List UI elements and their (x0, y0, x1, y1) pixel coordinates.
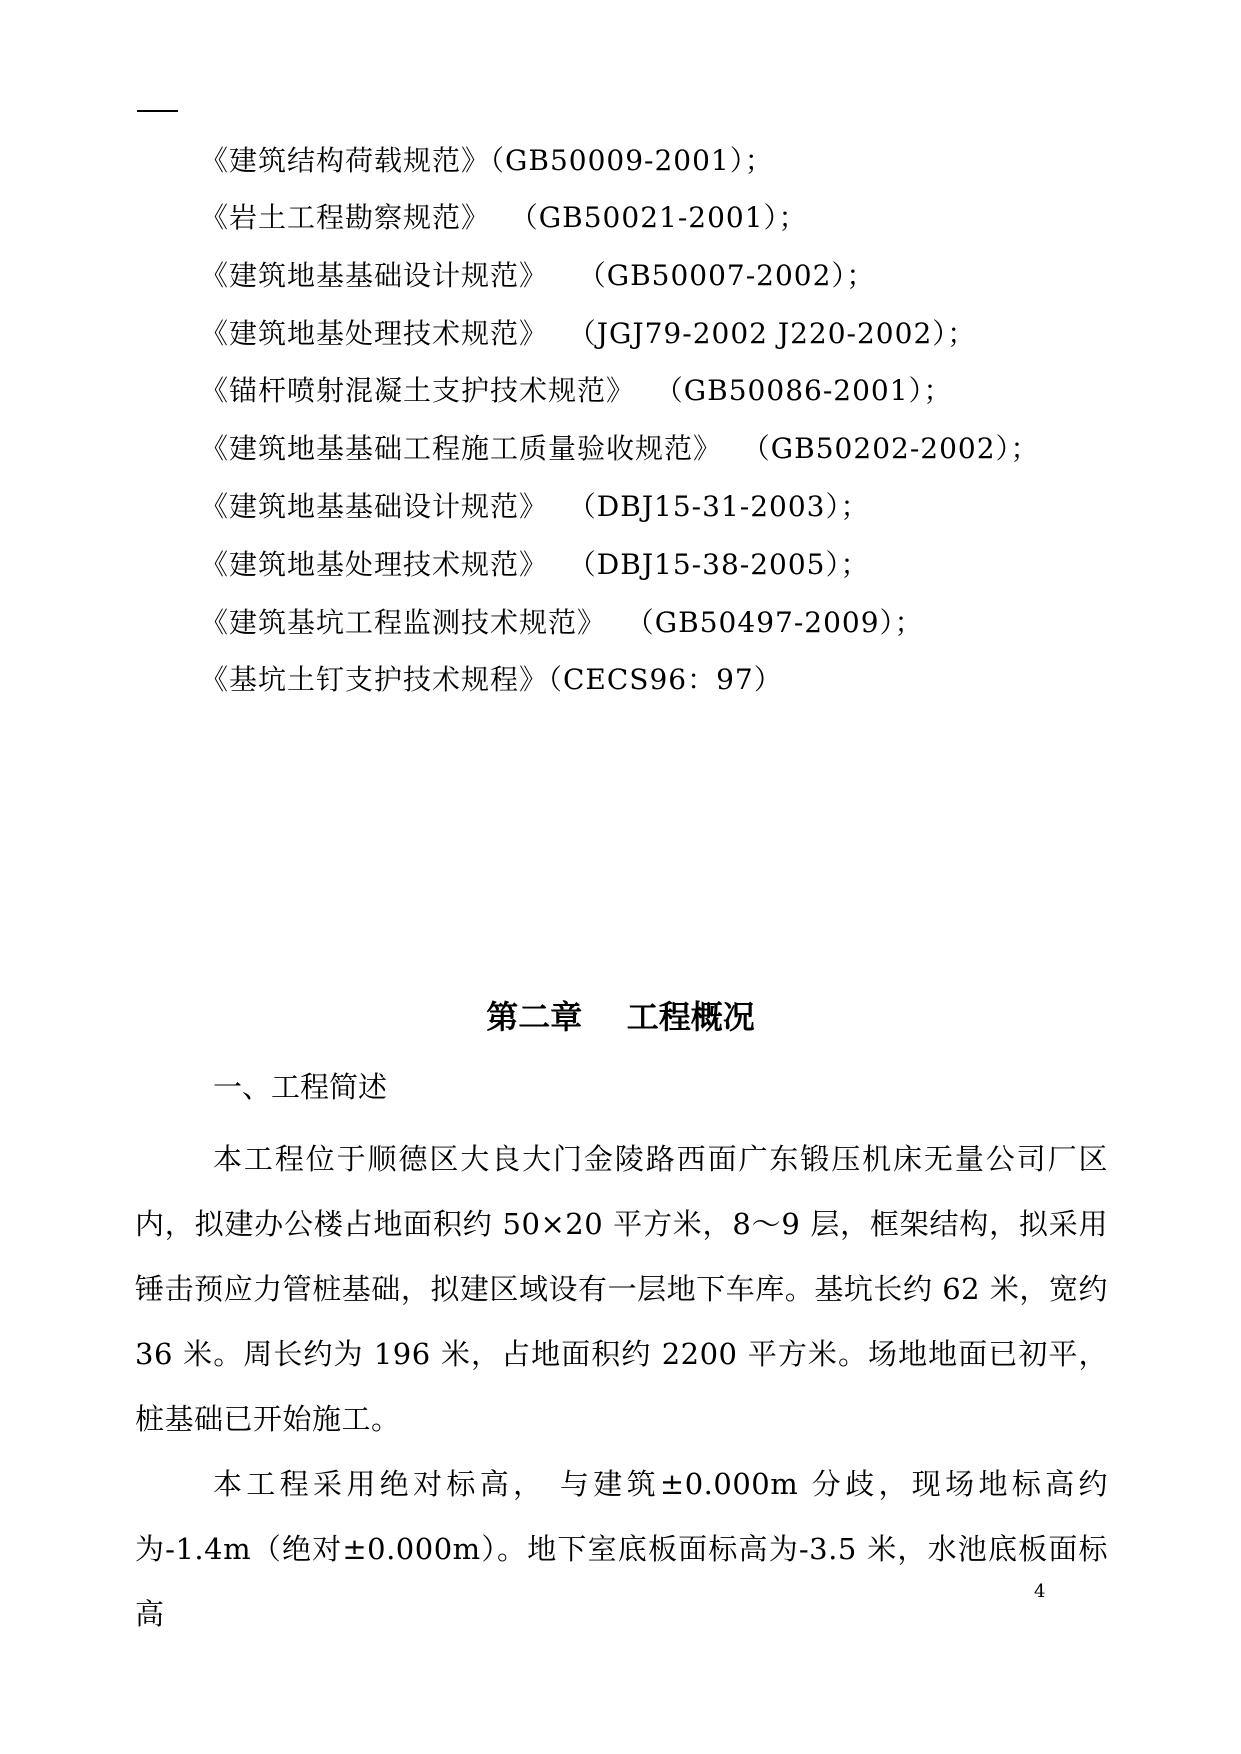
reference-item: 《建筑地基处理技术规范》 （JGJ79-2002 J220-2002）； (200, 317, 977, 350)
reference-item: 《建筑基坑工程监测技术规范》 （GB50497-2009）； (200, 606, 924, 639)
reference-item: 《建筑结构荷载规范》（GB50009-2001）； (200, 144, 774, 177)
top-rule (137, 110, 178, 112)
reference-item: 《建筑地基基础工程施工质量验收规范》 （GB50202-2002）； (200, 432, 1040, 465)
reference-item: 《基坑土钉支护技术规程》（CECS96：97） (200, 663, 783, 696)
page-number: 4 (1034, 1581, 1046, 1602)
body-paragraph: 本工程采用绝对标高， 与建筑±0.000m 分歧，现场地标高约为-1.4m（绝对±0.000m）。地下室底板面标高为-3.5 米，水池底板面标高 (135, 1467, 1108, 1631)
reference-item: 《锚杆喷射混凝土支护技术规范》 （GB50086-2001）； (200, 374, 953, 407)
body-paragraph: 本工程位于顺德区大良大门金陵路西面广东锻压机床无量公司厂区内，拟建办公楼占地面积约 50×20 平方米，8～9 层，框架结构，拟采用锤击预应力管桩基础，拟建区域设有一层地下车库。基坑长约 62 米，宽约 36 米。周长约为 196 米，占地面积约 2200 平方米。场地地面已初平，桩基础已开始施工。 (135, 1142, 1108, 1436)
reference-item: 《建筑地基基础设计规范》 （DBJ15-31-2003）； (200, 490, 870, 523)
reference-item: 《建筑地基基础设计规范》 （GB50007-2002）； (200, 259, 876, 292)
reference-item: 《岩土工程勘察规范》 （GB50021-2001）； (200, 201, 808, 234)
chapter-title: 第二章 工程概况 (486, 998, 755, 1036)
section-heading: 一、工程简述 (213, 1070, 388, 1104)
reference-item: 《建筑地基处理技术规范》 （DBJ15-38-2005）； (200, 548, 870, 581)
